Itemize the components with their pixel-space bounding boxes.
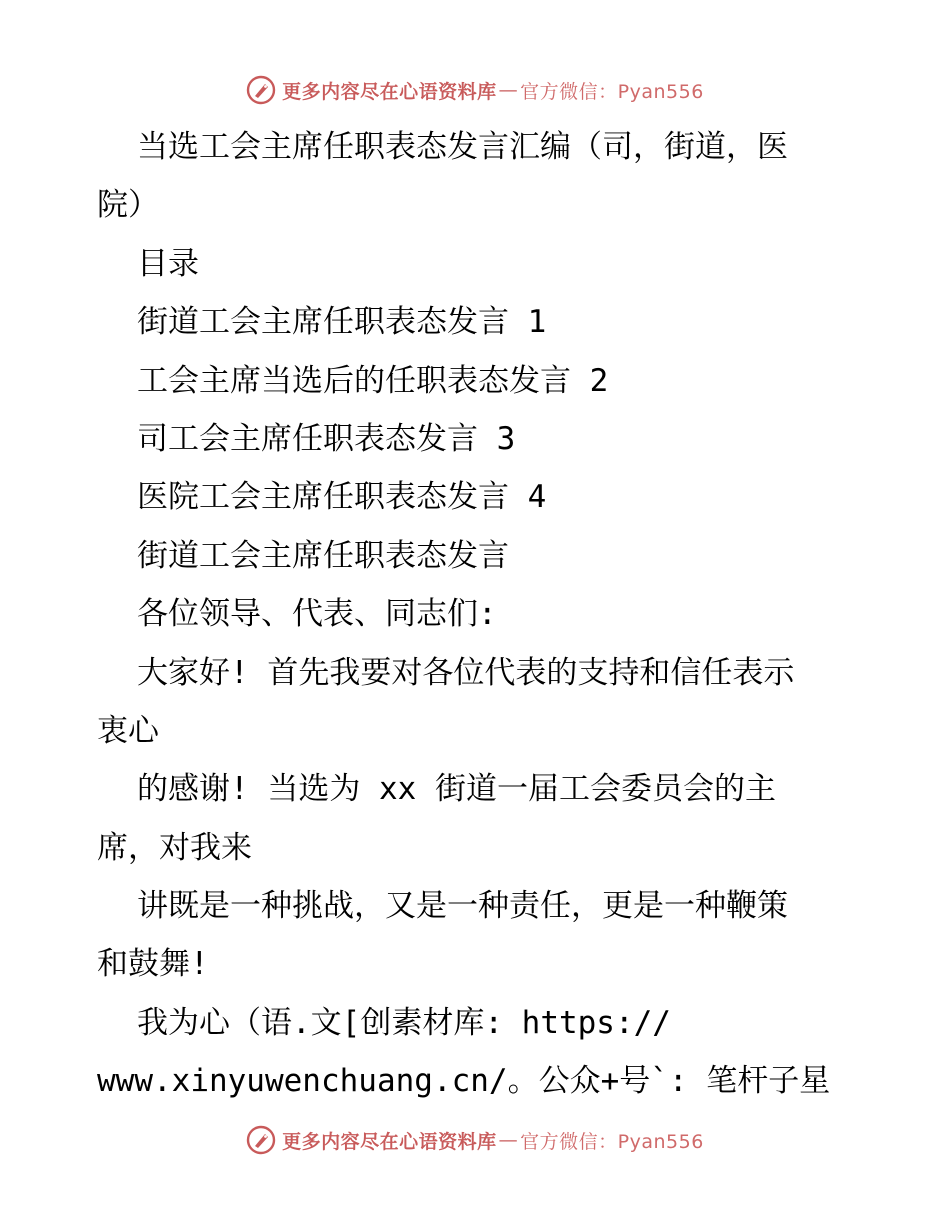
text-line: 各位领导、代表、同志们: [137, 596, 497, 633]
text-line: 街道工会主席任职表态发言 1 [137, 304, 547, 341]
text-line: 席，对我来 [97, 829, 252, 866]
watermark-wechat: 官方微信：Pyan556 [520, 1130, 704, 1153]
text-line: 目录 [137, 245, 199, 282]
pen-nib-logo-icon [246, 1125, 276, 1155]
pen-nib-logo-icon [246, 75, 276, 105]
text-line: www.xinyuwenchuang.cn/。公众+号`: 笔杆子星 [97, 1063, 831, 1100]
text-line: 院） [97, 187, 159, 224]
text-line: 医院工会主席任职表态发言 4 [137, 479, 547, 516]
text-line: 司工会主席任职表态发言 3 [137, 420, 516, 457]
text-line: 衷心 [97, 712, 159, 749]
watermark-prefix: 更多内容尽在心语资料库 [282, 1130, 497, 1153]
document-body [97, 118, 857, 1111]
footer-watermark [0, 1122, 950, 1158]
watermark-prefix: 更多内容尽在心语资料库 [282, 80, 497, 103]
watermark-separator: — [498, 79, 519, 101]
text-line: 大家好! 首先我要对各位代表的支持和信任表示 [137, 654, 795, 691]
text-line: 街道工会主席任职表态发言 [137, 537, 509, 574]
text-line: 当选工会主席任职表态发言汇编（司，街道，医 [137, 129, 788, 165]
text-line: 工会主席当选后的任职表态发言 2 [137, 362, 609, 399]
text-line: 和鼓舞! [97, 946, 209, 983]
text-line: 讲既是一种挑战，又是一种责任，更是一种鞭策 [137, 888, 788, 925]
watermark-wechat: 官方微信：Pyan556 [520, 80, 704, 103]
text-line: 我为心（语.文[创素材库: https:// [137, 1004, 671, 1041]
header-watermark [0, 72, 950, 108]
watermark-separator: — [498, 1129, 519, 1151]
text-line: 的感谢! 当选为 xx 街道一届工会委员会的主 [137, 771, 776, 808]
